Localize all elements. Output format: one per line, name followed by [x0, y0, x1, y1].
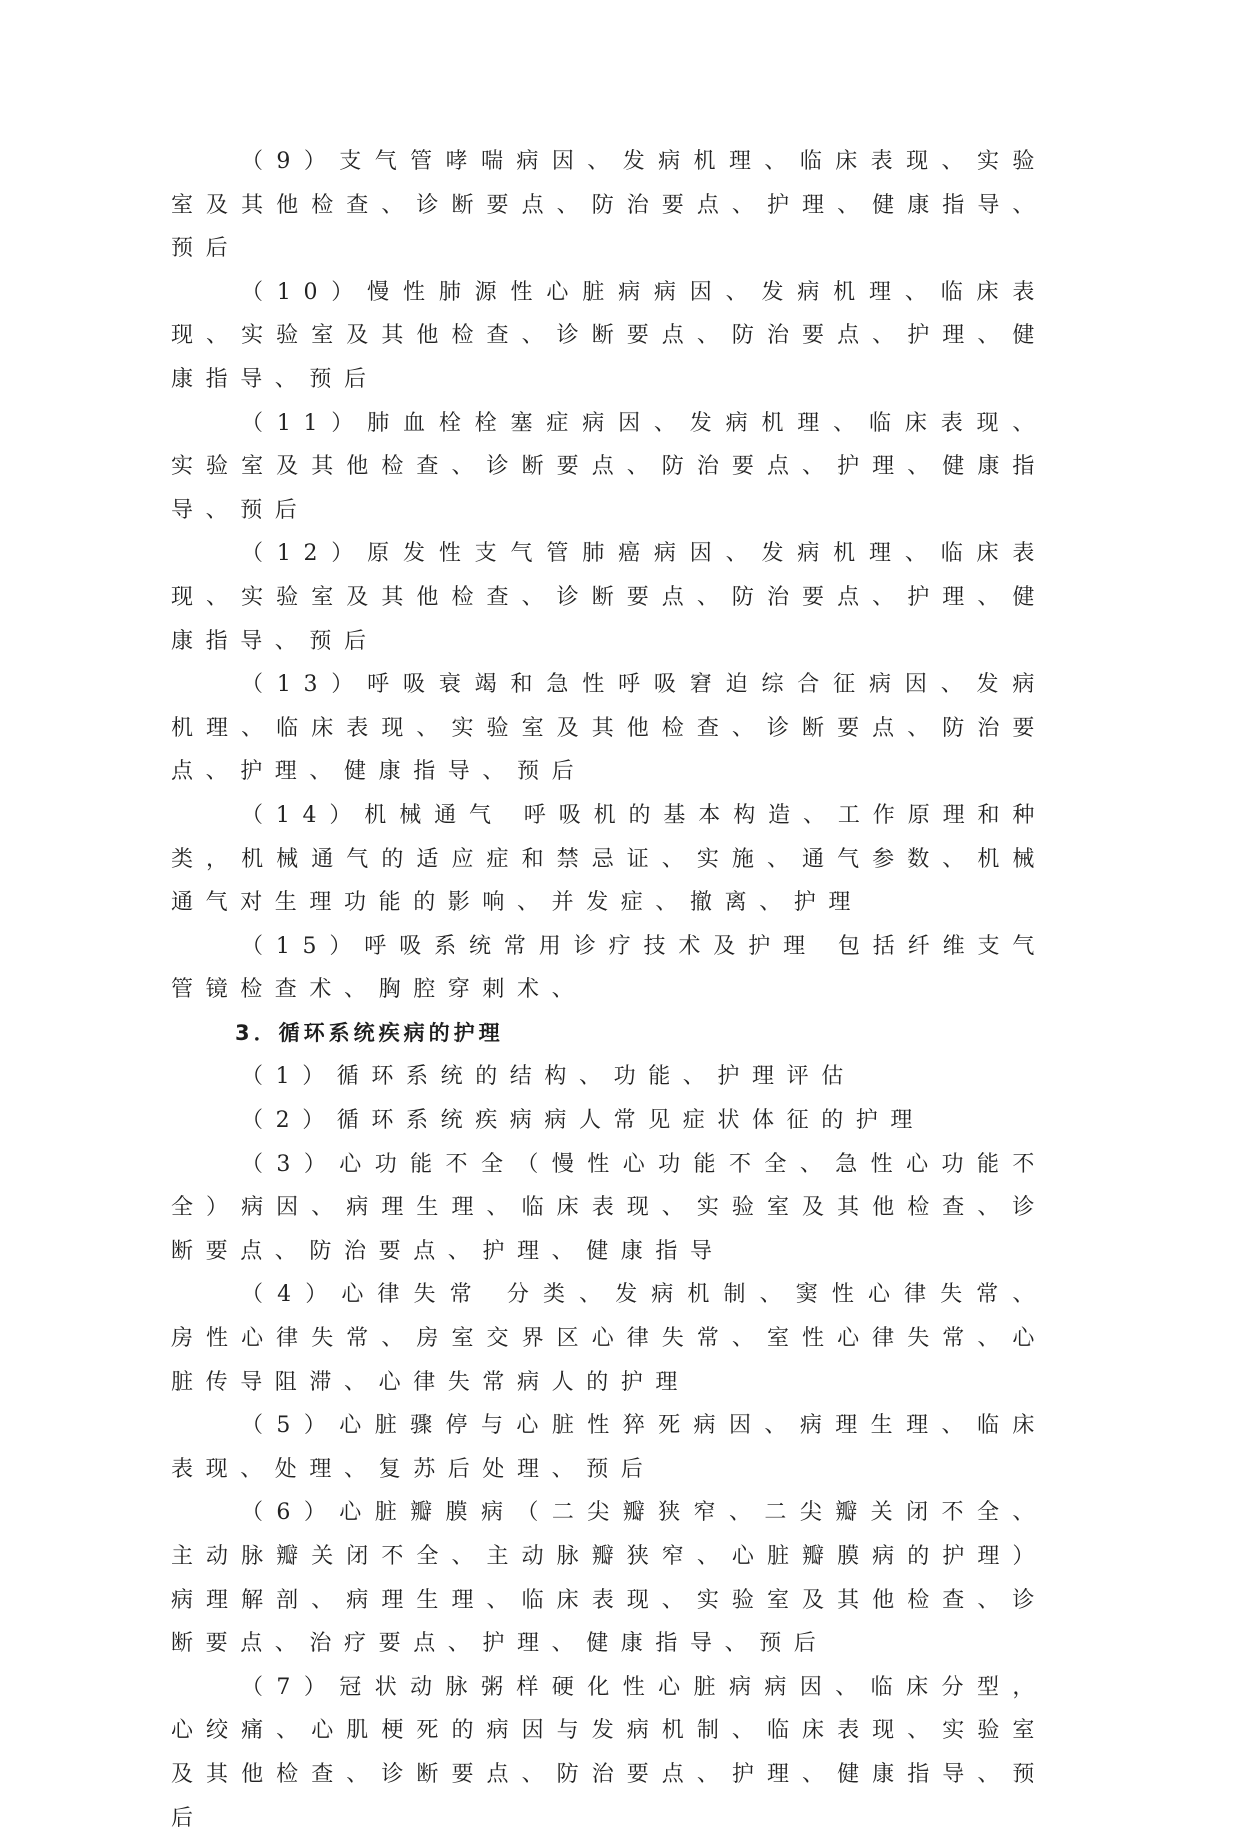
- list-item-respiratory-11: （11）肺血栓栓塞症病因、发病机理、临床表现、实验室及其他检查、诊断要点、防治要点、护理、健康指导、预后: [171, 410, 1047, 523]
- list-item-circulatory-5: （5）心脏骤停与心脏性猝死病因、病理生理、临床表现、处理、复苏后处理、预后: [171, 1413, 1047, 1482]
- list-item-circulatory-6: （6）心脏瓣膜病（二尖瓣狭窄、二尖瓣关闭不全、主动脉瓣关闭不全、主动脉瓣狭窄、心脏瓣膜病的护理）病理解剖、病理生理、临床表现、实验室及其他检查、诊断要点、治疗要点、护理、健康指导、预后: [171, 1500, 1047, 1657]
- section-heading-circulatory: 3．循环系统疾病的护理: [235, 1020, 504, 1045]
- list-item-respiratory-12: （12）原发性支气管肺癌病因、发病机理、临床表现、实验室及其他检查、诊断要点、防治要点、护理、健康指导、预后: [171, 541, 1047, 654]
- list-item-circulatory-4: （4）心律失常 分类、发病机制、窦性心律失常、房性心律失常、房室交界区心律失常、室性心律失常、心脏传导阻滞、心律失常病人的护理: [171, 1282, 1047, 1395]
- list-item-circulatory-2: （2）循环系统疾病病人常见症状体征的护理: [241, 1108, 925, 1134]
- list-item-respiratory-10: （10）慢性肺源性心脏病病因、发病机理、临床表现、实验室及其他检查、诊断要点、防治要点、护理、健康指导、预后: [171, 279, 1047, 392]
- document-page: [171, 140, 1047, 1840]
- list-item-circulatory-7: （7）冠状动脉粥样硬化性心脏病病因、临床分型，心绞痛、心肌梗死的病因与发病机制、临床表现、实验室及其他检查、诊断要点、防治要点、护理、健康指导、预后: [171, 1674, 1047, 1831]
- list-item-respiratory-9: （9）支气管哮喘病因、发病机理、临床表现、实验室及其他检查、诊断要点、防治要点、护理、健康指导、预后: [171, 149, 1047, 262]
- list-item-respiratory-14: （14）机械通气 呼吸机的基本构造、工作原理和种类，机械通气的适应症和禁忌证、实施、通气参数、机械通气对生理功能的影响、并发症、撤离、护理: [171, 802, 1047, 916]
- list-item-respiratory-13: （13）呼吸衰竭和急性呼吸窘迫综合征病因、发病机理、临床表现、实验室及其他检查、诊断要点、防治要点、护理、健康指导、预后: [171, 672, 1047, 785]
- list-item-circulatory-1: （1）循环系统的结构、功能、护理评估: [241, 1064, 856, 1090]
- list-item-respiratory-15: （15）呼吸系统常用诊疗技术及护理 包括纤维支气管镜检查术、胸腔穿刺术、: [171, 933, 1047, 1003]
- list-item-circulatory-3: （3）心功能不全（慢性心功能不全、急性心功能不全）病因、病理生理、临床表现、实验室及其他检查、诊断要点、防治要点、护理、健康指导: [171, 1151, 1047, 1264]
